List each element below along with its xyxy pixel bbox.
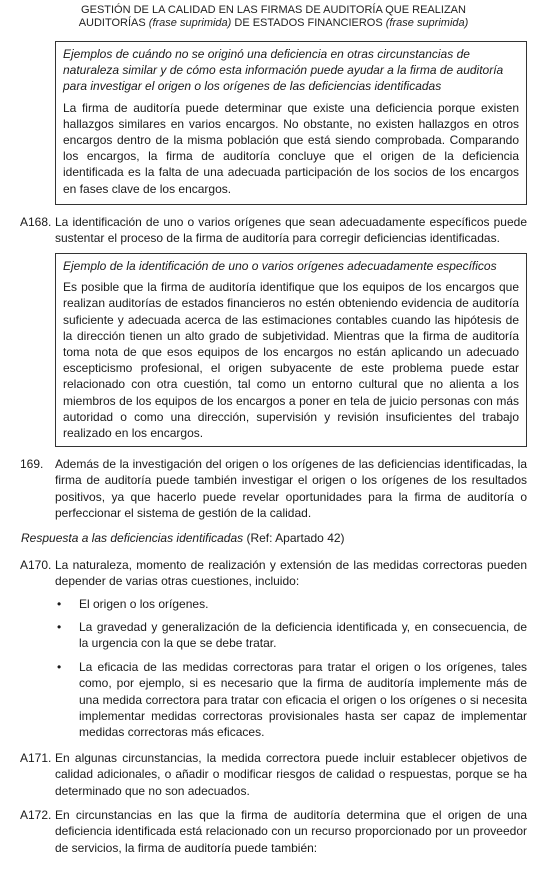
paragraph-a168: La identificación de uno o varios orígenes que sean adecuadamente específicos puede sustentar el proceso de la firma de auditoría para corregir deficiencias identificadas. — [55, 215, 527, 246]
section-subheading — [21, 530, 345, 546]
example-box-1-title: Ejemplos de cuándo no se originó una deficiencia en otras circunstancias de naturaleza similar y de cómo esta información puede ayudar a la firma de auditoría para investigar el origen o los orígenes de las deficiencias identificadas — [63, 47, 504, 94]
paragraph-a172: En circunstancias en las que la firma de auditoría determina que el origen de una deficiencia identificada está relacionado con un recurso proporcionado por un proveedor de servicios, la firma de auditoría puede también: — [55, 808, 527, 855]
header-line-2 — [0, 17, 547, 30]
running-header — [0, 4, 547, 29]
subheading-reference: (Ref: Apartado 42) — [243, 531, 345, 545]
bullet-marker: • — [57, 597, 62, 611]
example-box-2-title: Ejemplo de la identificación de uno o varios orígenes adecuadamente específicos — [63, 259, 497, 273]
example-box-1-body: La firma de auditoría puede determinar que existe una deficiencia porque existen hallazgos similares en varios encargos. No obstante, no existen hallazgos en otros encargos dentro de la misma población que está siendo comprobada. Comparando los encargos, la firma de auditoría concluye que el origen de la deficiencia identificada es la falta de una adecuada participación de los socios de los encargos en fases clave de los encargos. — [63, 100, 519, 196]
bullet-item-3: La eficacia de las medidas correctoras para tratar el origen o los orígenes, tales como, por ejemplo, si es necesario que la firma de auditoría implemente más de una medida correctora para tratar con eficacia el origen o los orígenes o si necesita implementar medidas correctoras provisionales hasta ser capaz de implementar medidas correctoras más eficaces. — [79, 660, 527, 740]
paragraph-number-a170: A170. — [20, 558, 52, 572]
paragraph-number-169: 169. — [20, 457, 44, 471]
header-line-2-c: DE ESTADOS FINANCIEROS — [231, 16, 386, 29]
paragraph-number-a172: A172. — [20, 808, 52, 822]
paragraph-a171: En algunas circunstancias, la medida correctora puede incluir establecer objetivos de calidad adicionales, o añadir o modificar riesgos de calidad o respuestas, porque se ha determinado que no son adecuados. — [55, 751, 527, 798]
header-line-2-a: AUDITORÍAS — [78, 16, 149, 29]
bullet-marker: • — [57, 660, 62, 674]
header-line-2-b: (frase suprimida) — [148, 16, 232, 29]
paragraph-169: Además de la investigación del origen o los orígenes de las deficiencias identificadas, la firma de auditoría puede también investigar el origen o los orígenes de los resultados positivos, ya que hacerlo puede revelar oportunidades para la firma de auditoría o perfeccionar el sistema de gestión de la calidad. — [55, 457, 527, 520]
header-line-1: GESTIÓN DE LA CALIDAD EN LAS FIRMAS DE AUDITORÍA QUE REALIZAN — [81, 4, 466, 16]
example-box-2 — [55, 253, 527, 447]
example-box-2-body: Es posible que la firma de auditoría identifique que los equipos de los encargos que realizan auditorías de estados financieros no estén obteniendo evidencia de auditoría suficiente y adecuada acerca de las estimaciones contables cuando las hipótesis de la dirección tienen un alto grado de subjetividad. Mientras que la firma de auditoría toma nota de que esos equipos de los encargos no están aplicando un adecuado escepticismo profesional, el origen subyacente de este problema puede estar relacionado con otra cuestión, tal como un entorno cultural que no alienta a los miembros de los equipos de los encargos a poner en tela de juicio personas con más autoridad o como una dirección, supervisión y revisión insuficientes del trabajo realizado en los encargos. — [63, 280, 519, 441]
bullet-marker: • — [57, 620, 62, 634]
paragraph-number-a171: A171. — [20, 751, 52, 765]
example-box-1 — [55, 41, 527, 205]
header-line-2-d: (frase suprimida) — [385, 16, 469, 29]
bullet-item-1: El origen o los orígenes. — [79, 597, 209, 611]
paragraph-a170: La naturaleza, momento de realización y extensión de las medidas correctoras pueden depender de varias otras cuestiones, incluido: — [55, 558, 527, 589]
bullet-item-2: La gravedad y generalización de la deficiencia identificada y, en consecuencia, de la urgencia con la que se debe tratar. — [79, 620, 527, 651]
paragraph-number-a168: A168. — [20, 215, 52, 229]
subheading-title: Respuesta a las deficiencias identificadas — [21, 531, 244, 545]
